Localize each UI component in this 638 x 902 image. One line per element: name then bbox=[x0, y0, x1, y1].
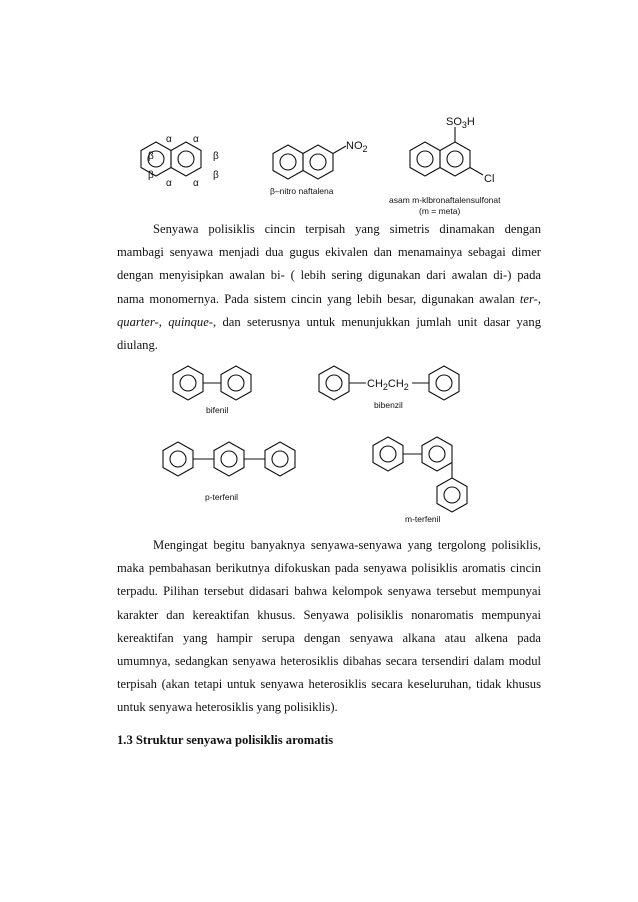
biphenyl-structure bbox=[173, 366, 251, 400]
sulfonic-group-label: $SO_3H$ bbox=[446, 116, 475, 130]
naphthalene-position-label: β bbox=[213, 151, 219, 162]
bibenzyl-chain-label: $CH_2CH_2$ bbox=[367, 378, 409, 392]
nitronaphthalene-caption: β–nitro naftalena bbox=[270, 186, 334, 196]
p-terphenyl-structure bbox=[163, 442, 295, 476]
chloronaphthalenesulfonic-structure bbox=[410, 127, 483, 176]
section-heading: 1.3 Struktur senyawa polisiklis aromatis bbox=[117, 733, 334, 747]
chloro-group-label: Cl bbox=[484, 173, 495, 185]
naphthalene-position-label: α bbox=[166, 134, 172, 145]
sulfonic-caption-line2: (m = meta) bbox=[419, 206, 461, 216]
paragraph-separated-ring-naming: Senyawa polisiklis cincin terpisah yang simetris dinamakan dengan mambagi senyawa menjadi dua gugus ekivalen dan menamainya sebagai dimer dengan menyisipkan awalan bi- ( lebih sering digunakan dari awalan di-) pada nama monomernya. Pada sistem cincin yang lebih besar, digunakan awalan ter-, quarter-, quinque-, dan seterusnya untuk menunjukkan jumlah unit dasar yang diulang. bbox=[117, 222, 541, 353]
p-terphenyl-caption: p-terfenil bbox=[205, 492, 239, 502]
naphthalene-position-label: β bbox=[148, 151, 154, 162]
naphthalene-position-label: α bbox=[166, 178, 172, 189]
nitronaphthalene-structure bbox=[273, 145, 346, 179]
nitro-group-label: $NO_2$ bbox=[346, 140, 368, 154]
m-terphenyl-structure bbox=[373, 437, 467, 512]
bibenzyl-caption: bibenzil bbox=[374, 400, 403, 410]
prefix-quinque: quinque- bbox=[168, 314, 213, 329]
naphthalene-position-label: β bbox=[213, 170, 219, 181]
m-terphenyl-caption: m-terfenil bbox=[405, 514, 441, 524]
prefix-ter: ter- bbox=[519, 291, 538, 306]
prefix-quarter: quarter- bbox=[117, 314, 159, 329]
sulfonic-caption-line1: asam m-klbronaftalensulfonat bbox=[389, 195, 501, 205]
naphthalene-position-label: α bbox=[193, 178, 199, 189]
naphthalene-position-label: β bbox=[148, 170, 154, 181]
naphthalene-position-label: α bbox=[193, 134, 199, 145]
paragraph-fused-ring-focus: Mengingat begitu banyaknya senyawa-senyawa yang tergolong polisiklis, maka pembahasan berikutnya difokuskan pada senyawa polisiklis aromatis cincin terpadu. Pilihan tersebut didasari bahwa kelompok senyawa tersebut mempunyai karakter dan kereaktifan khusus. Senyawa polisiklis nonaromatis mempunyai kereaktifan yang hampir serupa dengan senyawa alkana atau alkena pada umumnya, sedangkan senyawa heterosiklis dibahas secara tersendiri dalam modul terpisah (akan tetapi untuk senyawa heterosiklis secara keseluruhan, tidak khusus untuk senyawa heterosiklis yang polisiklis). bbox=[117, 538, 541, 715]
biphenyl-caption: bifenil bbox=[206, 405, 229, 415]
